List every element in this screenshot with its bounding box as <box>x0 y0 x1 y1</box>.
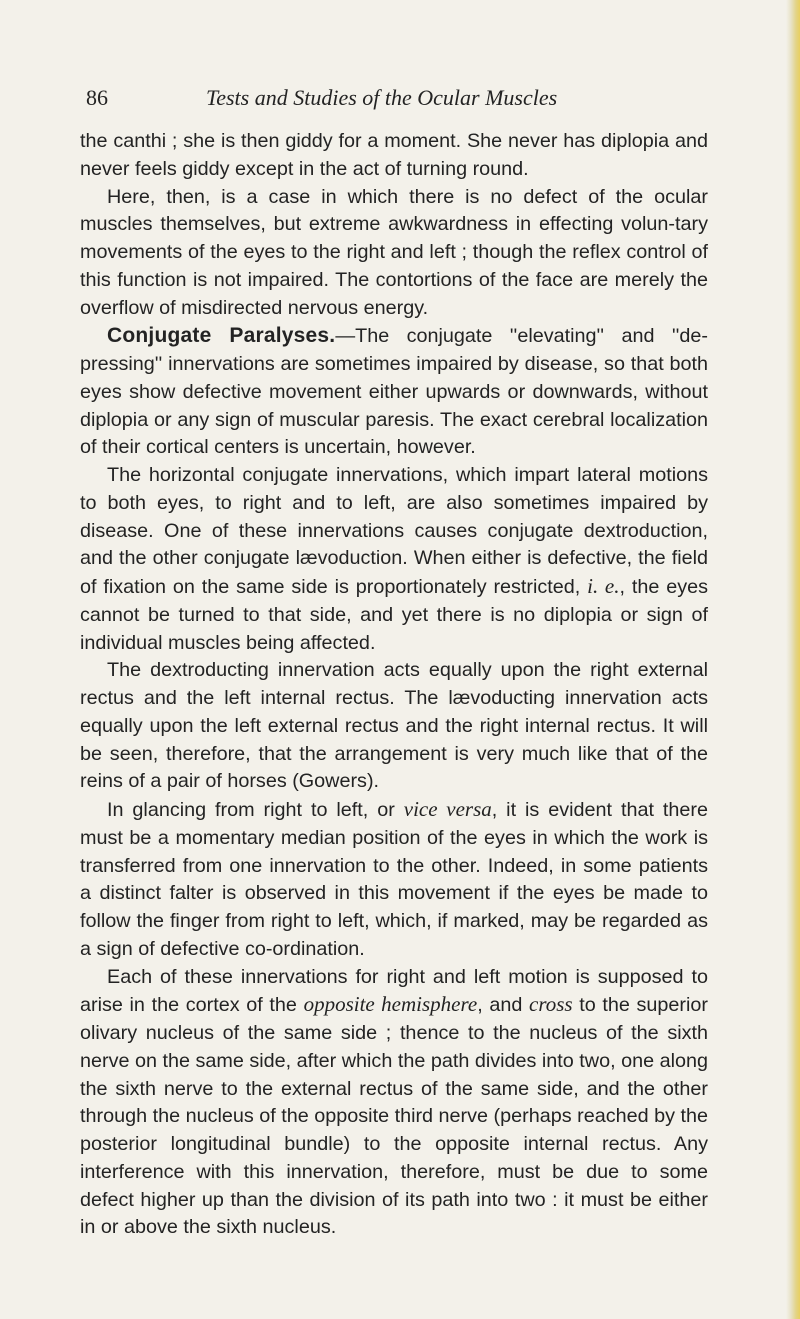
paragraph-text: , the eyes cannot be turned to that side, and yet there is no diplopia or sign of individual muscles being affected. <box>80 576 708 654</box>
section-heading: Conjugate Paralyses. <box>107 324 336 348</box>
paragraph <box>80 128 708 184</box>
italic-text: vice versa <box>403 797 492 821</box>
paragraph <box>80 964 708 1243</box>
paragraph-text: —The conjugate ''elevating'' and ''de-pressing'' innervations are sometimes impaired by disease, so that both eyes show defective movement either upwards or downwards, without diplopia or any sign of muscular paresis. The exact cerebral localization of their cortical centers is uncertain, however. <box>80 325 709 459</box>
italic-text: i. e. <box>587 574 620 598</box>
paragraph <box>80 322 708 462</box>
italic-text: cross <box>529 992 573 1017</box>
italic-text: opposite hemisphere <box>303 992 478 1017</box>
paragraph-text: the canthi ; she is then giddy for a moment. She never has diplopia and never feels giddy except in the act of turning round. <box>80 130 708 180</box>
paragraph <box>80 462 708 657</box>
page-number: 86 <box>86 85 108 110</box>
paragraph-text: The dextroducting innervation acts equally upon the right external rectus and the left internal rectus. The lævoducting innervation acts equally upon the left external rectus and the right internal rectus. It will be seen, therefore, that the arrangement is very much like that of the reins of a pair of horses (Gowers). <box>80 659 708 793</box>
page-edge-binding <box>786 0 800 1319</box>
paragraph-text: to the superior olivary nucleus of the same side ; thence to the nucleus of the sixth nerve on the same side, after which the path divides into two, one along the sixth nerve to the external rectus of the same side, and the other through the nucleus of the opposite third nerve (perhaps reached by the posterior longitudinal bundle) to the opposite internal rectus. Any interference with this innervation, therefore, must be due to some defect higher up than the division of its path into two : it must be either in or above the sixth nucleus. <box>80 994 708 1239</box>
paragraph-text: , and <box>477 994 529 1017</box>
paragraph-text: , it is evident that there must be a momentary median position of the eyes in which the work is transferred from one innervation to the other. Indeed, in some patients a distinct falter is observed in this movement if the eyes be made to follow the finger from right to left, which, if marked, may be regarded as a sign of defective co-ordination. <box>80 799 708 960</box>
paragraph <box>80 657 708 796</box>
paragraph <box>80 184 708 323</box>
paragraph-text: The horizontal conjugate innervations, which impart lateral motions to both eyes, to right and to left, are also sometimes impaired by disease. One of these innervations causes conjugate dextroduction, and the other conjugate lævoduction. When either is defective, the field of fixation on the same side is proportionately restricted, <box>80 464 708 598</box>
body-text <box>80 128 708 1242</box>
running-title: Tests and Studies of the Ocular Muscles <box>206 85 558 110</box>
paragraph <box>80 796 708 964</box>
running-head <box>86 84 686 112</box>
paragraph-text: Each of these innervations for right and left motion is supposed to arise in the cortex of the <box>80 965 708 1017</box>
paragraph-text: Here, then, is a case in which there is no defect of the ocular muscles themselves, but extreme awkwardness in effecting volun-tary movements of the eyes to the right and left ; though the reflex control of this function is not impaired. The contortions of the face are merely the overflow of misdirected nervous energy. <box>80 185 708 319</box>
paragraph-text: In glancing from right to left, or <box>107 799 404 821</box>
